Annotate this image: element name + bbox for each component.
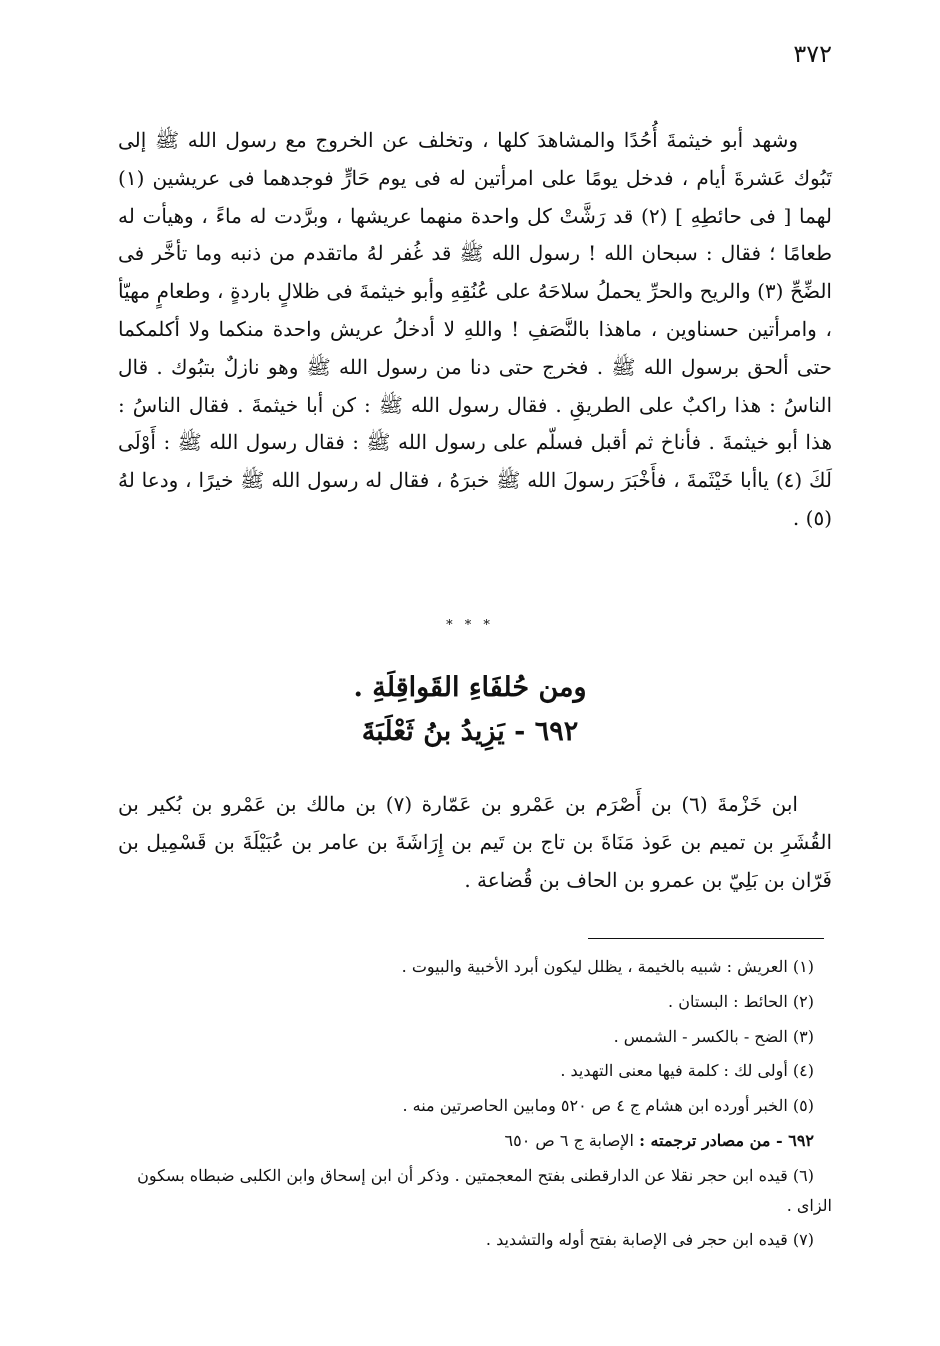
footnotes — [118, 950, 832, 1258]
main-text — [118, 122, 832, 538]
footnote-2: (٢) الحائط : البستان . — [668, 991, 814, 1011]
footnote-5: (٥) الخبر أورده ابن هشام ج ٤ ص ٥٢٠ ومابين الحاصرتين منه . — [402, 1096, 814, 1116]
source-label: ٦٩٢ - من مصادر ترجمته : — [639, 1130, 814, 1150]
body-paragraph: وشهد أبو خيثمةَ أُحُدًا والمشاهدَ كلها ، وتخلف عن الخروج مع رسول الله ﷺ إلى تَبُوك عَشرةَ أيام ، فدخل يومًا على امرأتين له فى يوم حَارٍّ فوجدهما فى عريشين (١) لهما [ فى حائطِهِ ] (٢) قد رَشَّتْ كل واحدة منهما عريشها ، وبرَّدت له ماءً ، وهيأت له طعامًا ؛ فقال : سبحان الله ! رسول الله ﷺ قد غُفر لهُ ماتقدم من ذنبه وما تأخَّر فى الضِّحِّ (٣) والريح والحرِّ يحملُ سلاحَهُ على عُنُقِهِ وأبو خيثمةَ فى ظلالٍ باردةٍ ، وطعامٍ مهيّأ ، وامرأتين حسناوين ، ماهذا بالنَّصَفِ ! واللهِ لا أدخلُ عريش واحدة منكما ولا أكلمكما حتى ألحق برسول الله ﷺ . فخرج حتى دنا من رسول الله ﷺ وهو نازلٌ بتبُوك . قال الناسُ : هذا راكبٌ على الطريقِ . فقال رسول الله ﷺ : كن أبا خيثمةَ . فقال الناسُ : هذا أبو خيثمةَ . فأناخ ثم أقبل فسلّم على رسول الله ﷺ : فقال رسول الله ﷺ : أَوْلَى لَكَ (٤) ياأبا خَيْثَمةَ ، فأَخْبَرَ رسولَ الله ﷺ خبرَهُ ، فقال له رسول الله ﷺ خيرًا ، ودعا لهُ (٥) . — [118, 128, 833, 530]
source-text: الإصابة ج ٦ ص ٦٥٠ — [504, 1130, 634, 1150]
footnote-7: (٧) قيده ابن حجر فى الإصابة بفتح أوله والتشديد . — [485, 1229, 814, 1249]
footnote-divider — [588, 938, 824, 939]
footnote-3: (٣) الضح - بالكسر - الشمس . — [613, 1026, 814, 1046]
footnote-4: (٤) أولى لك : كلمة فيها معنى التهديد . — [560, 1061, 814, 1081]
footnote-6: (٦) قيده ابن حجر نقلا عن الدارقطنى بفتح المعجمتين . وذكر أن ابن إسحاق وابن الكلبى ضبطاه بسكون الزاى . — [137, 1165, 832, 1215]
section-heading: ومن حُلفَاءِ القَواقِلَةِ . — [353, 672, 587, 703]
genealogy-text — [118, 786, 832, 899]
section-separator: * * * — [446, 618, 494, 633]
genealogy-paragraph: ابن خَزْمةَ (٦) بن أَصْرَم بن عَمْرو بن عَمّارة (٧) بن مالك بن عَمْرو بن بُكير بن القُشَرِ بن تميم بن عَوذ مَنَاةَ بن تاج بن تَيم بن إِرَاشَةَ بن عامر بن عُبَيْلَةَ بن قَسْمِيل بن فَرّان بن بَلِيّ بن عمرو بن الحاف بن قُضاعة . — [118, 792, 832, 892]
footnote-1: (١) العريش : شبيه بالخيمة ، يظلل ليكون أبرد الأخبية والبيوت . — [401, 957, 814, 976]
source-note — [118, 1124, 832, 1159]
page-number: ٣٧٢ — [793, 40, 832, 68]
entry-heading: ٦٩٢ - يَزِيدُ بنُ ثَعْلَبَةَ — [361, 716, 579, 747]
